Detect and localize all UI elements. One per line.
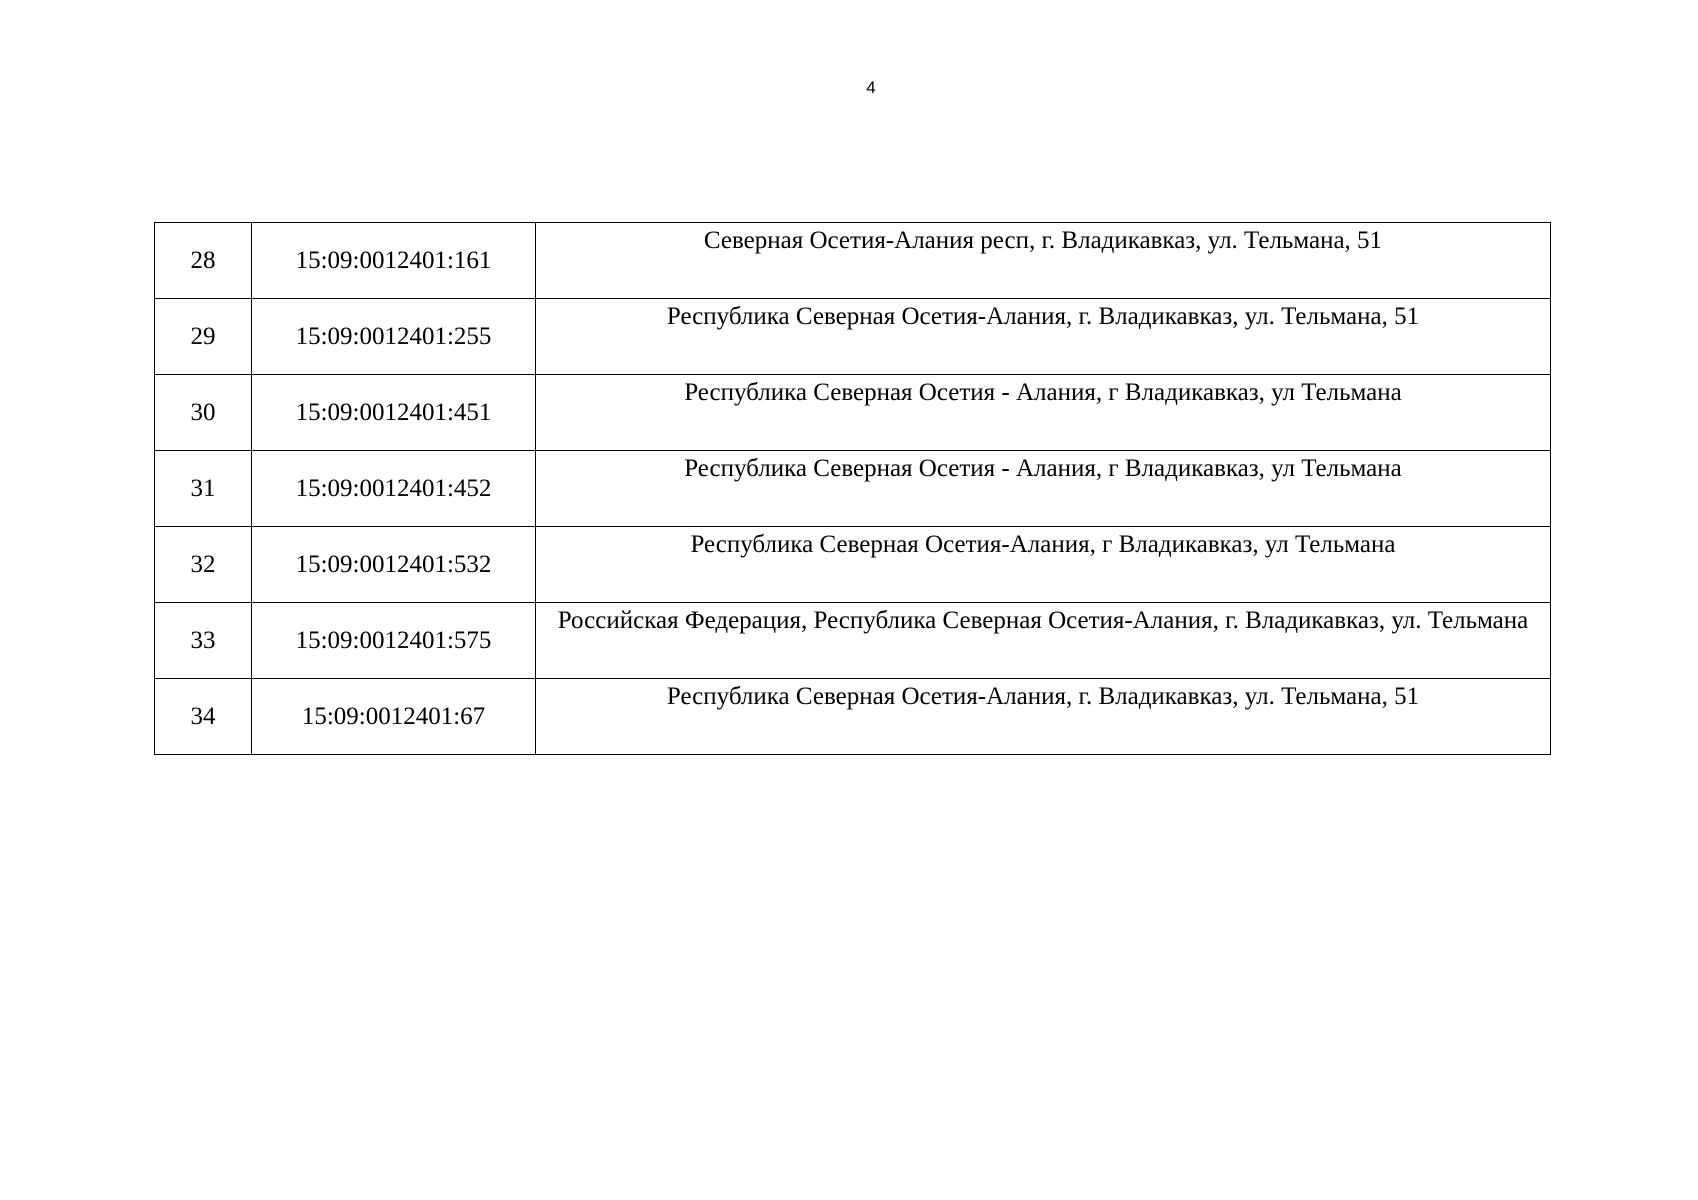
row-number: 29 [155, 299, 252, 375]
cadastral-number: 15:09:0012401:532 [252, 527, 536, 603]
address: Северная Осетия-Алания респ, г. Владикавказ, ул. Тельмана, 51 [536, 223, 1551, 299]
table-row [155, 527, 1551, 603]
address: Республика Северная Осетия-Алания, г Владикавказ, ул Тельмана [536, 527, 1551, 603]
address: Республика Северная Осетия-Алания, г. Владикавказ, ул. Тельмана, 51 [536, 299, 1551, 375]
cadastral-number: 15:09:0012401:451 [252, 375, 536, 451]
row-number: 32 [155, 527, 252, 603]
table-row [155, 603, 1551, 679]
cadastral-number: 15:09:0012401:161 [252, 223, 536, 299]
address: Республика Северная Осетия-Алания, г. Владикавказ, ул. Тельмана, 51 [536, 679, 1551, 755]
address: Республика Северная Осетия - Алания, г Владикавказ, ул Тельмана [536, 451, 1551, 527]
table-row [155, 375, 1551, 451]
cadastral-number: 15:09:0012401:452 [252, 451, 536, 527]
cadastral-number: 15:09:0012401:575 [252, 603, 536, 679]
page-number: 4 [866, 78, 876, 97]
address: Республика Северная Осетия - Алания, г Владикавказ, ул Тельмана [536, 375, 1551, 451]
row-number: 31 [155, 451, 252, 527]
row-number: 34 [155, 679, 252, 755]
row-number: 33 [155, 603, 252, 679]
cadastral-number: 15:09:0012401:255 [252, 299, 536, 375]
address: Российская Федерация, Республика Северная Осетия-Алания, г. Владикавказ, ул. Тельмана [536, 603, 1551, 679]
table-row [155, 679, 1551, 755]
table-row [155, 223, 1551, 299]
table-row [155, 451, 1551, 527]
cadastral-number: 15:09:0012401:67 [252, 679, 536, 755]
records-table [154, 222, 1551, 755]
row-number: 28 [155, 223, 252, 299]
row-number: 30 [155, 375, 252, 451]
table-row [155, 299, 1551, 375]
